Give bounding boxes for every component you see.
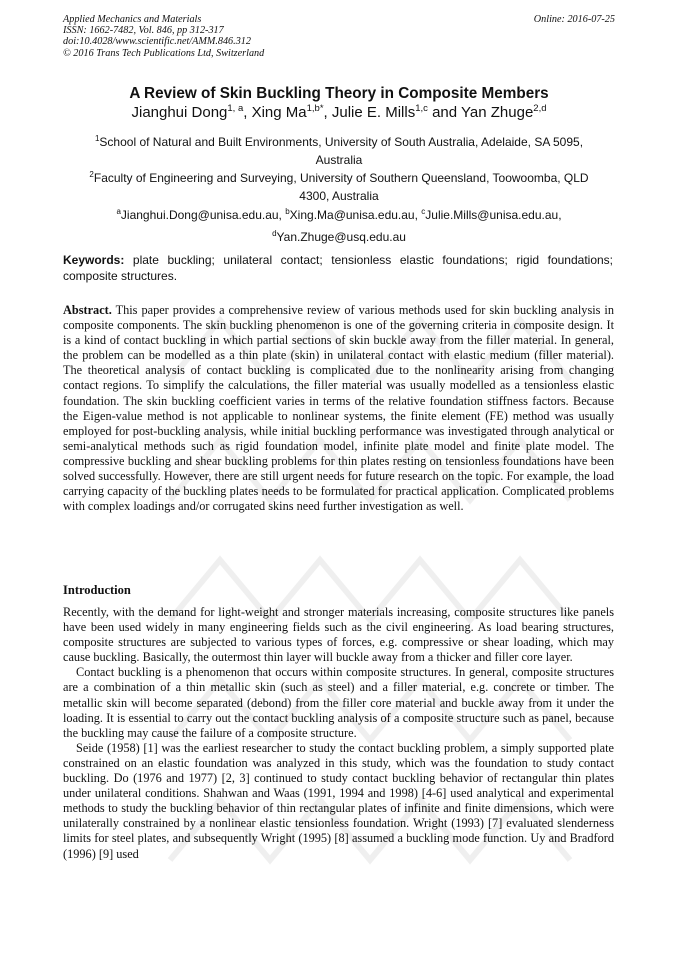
affiliation-marker: 1 xyxy=(94,134,100,143)
paper-title: A Review of Skin Buckling Theory in Composite Members xyxy=(129,85,549,102)
journal-name: Applied Mechanics and Materials xyxy=(63,14,202,25)
journal-header xyxy=(63,14,615,59)
author-emails xyxy=(80,203,598,246)
email-marker: b xyxy=(285,207,290,216)
email-marker: a xyxy=(116,207,121,216)
email-address: Jianghui.Dong@unisa.edu.au, xyxy=(120,208,286,222)
author-separator: and xyxy=(427,104,462,121)
keywords-text: plate buckling; unilateral contact; tensionless elastic foundations; rigid foundations; composite structures. xyxy=(63,253,613,283)
email-address: Xing.Ma@unisa.edu.au, xyxy=(289,208,422,222)
affiliation-marker: 2 xyxy=(89,170,94,179)
email-address: Yan.Zhuge@usq.edu.au xyxy=(276,229,406,244)
introduction-body xyxy=(63,605,614,862)
author-name: Xing Ma xyxy=(251,104,307,121)
author-name: Yan Zhuge xyxy=(461,104,534,121)
author-name: Julie E. Mills xyxy=(331,104,416,121)
author-affiliation-marker: 1,b* xyxy=(306,103,324,114)
abstract xyxy=(63,303,614,514)
affiliation-1 xyxy=(80,130,598,169)
author-affiliation-marker: 1,c xyxy=(415,103,428,114)
author-list xyxy=(0,103,678,121)
affiliation-text: Faculty of Engineering and Surveying, University of Southern Queensland, Toowoomba, QLD 4300, Australia xyxy=(93,171,589,203)
keywords xyxy=(63,253,613,284)
paragraph: Seide (1958) [1] was the earliest researcher to study the contact buckling problem, a simply supported plate constrained on an elastic foundation was analyzed in this study, which was the foundation to study contact buckling. Do (1976 and 1977) [2, 3] continued to study contact buckling behavior of rectangular thin plates under unilateral conditions. Shahwan and Waas (1991, 1994 and 1998) [4-6] used analytical and experimental methods to study the buckling behavior of thin rectangular plates of infinite and finite dimensions, which were unilaterally constrained by a nonlinear elastic tensionless foundation. Wright (1993) [7] evaluated slenderness limits for steel plates, and subsequently Wright (1995) [8] assumed a buckling mode function. Uy and Bradford (1996) [9] used xyxy=(63,740,614,861)
section-heading: Introduction xyxy=(63,583,131,597)
email-marker: c xyxy=(421,207,426,216)
email-address: Julie.Mills@unisa.edu.au, xyxy=(425,208,562,222)
paragraph: Contact buckling is a phenomenon that occurs within composite structures. In general, composite structures are a combination of a thin metallic skin (such as steel) and a filler material, e.g. concrete or timber. The metallic skin will become separated (debond) from the filler core material and buckle away from it under the loading. It is essential to carry out the contact buckling analysis of a composite structure such as panel, because the buckling may cause the failure of a composite structure. xyxy=(63,665,614,740)
keywords-label: Keywords: xyxy=(63,253,125,267)
affiliation-text: School of Natural and Built Environments, University of South Australia, Adelaide, SA 5095, Australia xyxy=(99,135,584,167)
copyright-line: © 2016 Trans Tech Publications Ltd, Switzerland xyxy=(63,47,265,59)
author-name: Jianghui Dong xyxy=(131,104,228,121)
online-date: Online: 2016-07-25 xyxy=(533,14,615,25)
author-affiliation-marker: 1, a xyxy=(227,103,244,114)
issn-line: ISSN: 1662-7482, Vol. 846, pp 312-317 xyxy=(63,25,224,37)
author-affiliation-marker: 2,d xyxy=(533,103,547,114)
author-separator: , xyxy=(323,104,332,121)
email-marker: d xyxy=(272,228,277,238)
abstract-text: This paper provides a comprehensive review of various methods used for skin buckling analysis in composite components. The skin buckling phenomenon is one of the governing criteria in composite design. It is a kind of contact buckling in which partial sections of skin buckle away from the filler material. In general, the problem can be modelled as a thin plate (skin) in unilateral contact with elastic medium (filler material). The theoretical analysis of contact buckling is complicated due to the nonlinearity arising from changing contact regions. To simplify the calculations, the filler material was usually modelled as a tensionless elastic foundation. The skin buckling coefficient varies in terms of the relative foundation stiffness factors. Because the Eigen-value method is not applicable to nonlinear systems, the finite element (FE) method was usually employed for post-buckling analysis, while initial buckling performance was investigated through analytical or semi-analytical methods such as rigid foundation model, infinite plate model and finite plate model. The compressive buckling and shear buckling problems for thin plates resting on tensionless foundations have been solved successfully. However, there are still urgent needs for future research on the topic. For example, the load carrying capacity of the buckling plates needs to be formulated for practical application. Complicated problems with complex loadings and/or corrugated skins need further investigation as well. xyxy=(63,303,614,514)
doi-line: doi:10.4028/www.scientific.net/AMM.846.312 xyxy=(63,36,251,48)
author-separator: , xyxy=(243,104,252,121)
abstract-label: Abstract. xyxy=(63,303,112,317)
paragraph: Recently, with the demand for light-weight and stronger materials increasing, composite structures like panels have been used widely in many engineering fields such as the civil engineering. As load bearing structures, composite structures are subjected to various types of forces, e.g. compressive or shear loading, which may cause buckling. Basically, the outermost thin layer will buckle away from a thicker and filler core layer. xyxy=(63,605,614,665)
affiliation-2 xyxy=(80,166,598,205)
